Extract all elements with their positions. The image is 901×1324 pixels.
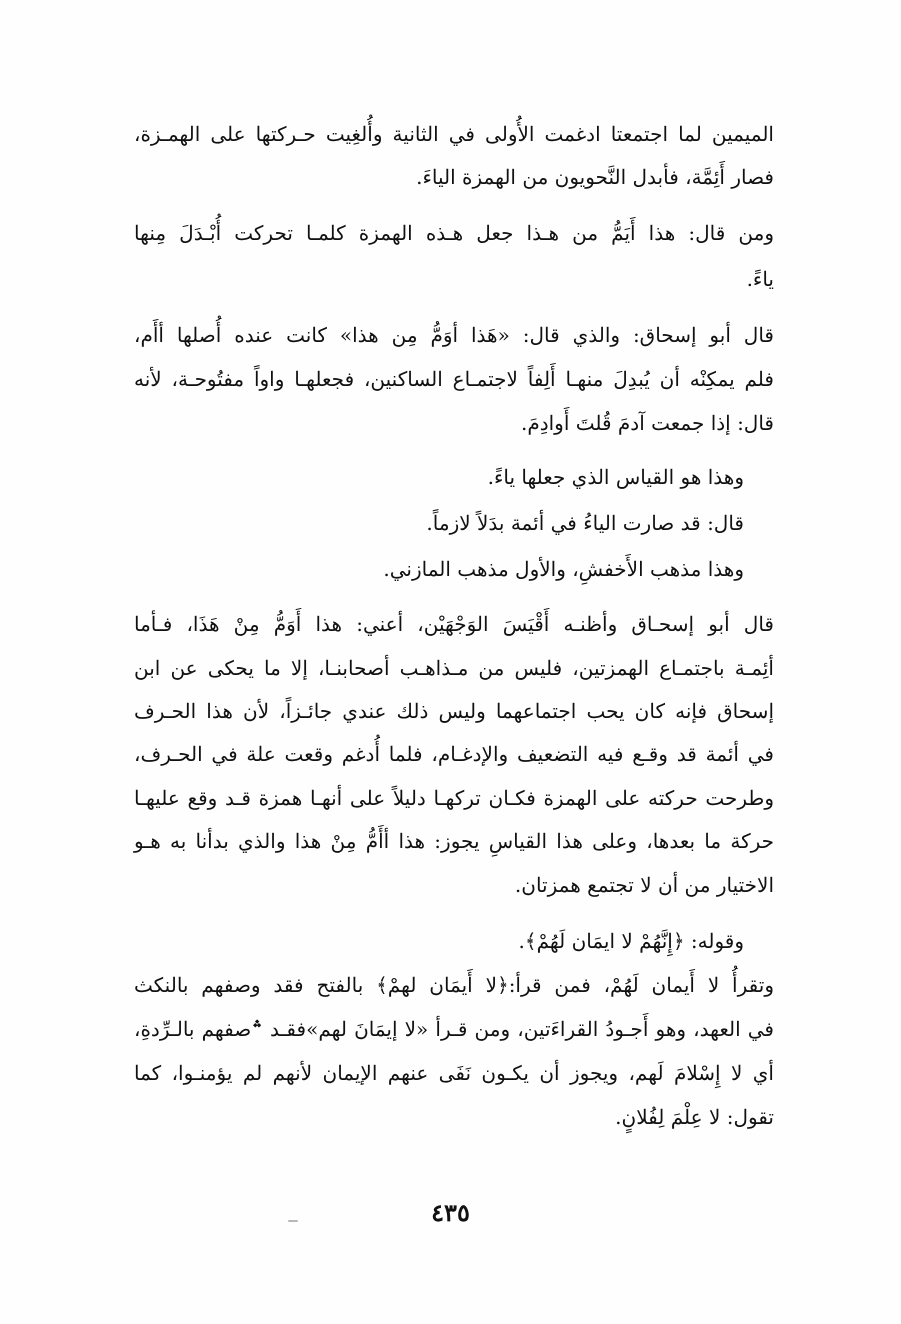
text-line: أي لا إِسْلامَ لَهم، ويجوز أن يكـون نَفَى عنهم الإيمان لأنهم لم يؤمنـوا، كما xyxy=(134,1061,774,1085)
text-line: إسحاق فإنه كان يحب اجتماعهما وليس ذلك عندي جائـزاً، لأن هذا الحـرف xyxy=(134,699,774,723)
text-line: أئِمـة باجتمـاع الهمزتين، فليس من مـذاهـب أصحابنـا، إلا ما يحكى عن ابن xyxy=(134,656,774,680)
text-line: قال: إذا جمعت آدمَ قُلتَ أَوادِمَ. xyxy=(520,411,774,435)
text-line: ياءً. xyxy=(746,267,774,291)
text-line: فصار أَئِمَّة، فأبدل النَّحويون من الهمزة الياءَ. xyxy=(416,165,774,189)
text-line: الميمين لما اجتمعتا ادغمت الأُولى في الثانية وأُلغِيت حـركتها على الهمـزة، xyxy=(134,122,774,146)
text-line: وتقرأُ لا أَيمان لَهُمْ، فمن قرأ:﴿لا أَيمَان لهمْ﴾ بالفتح فقد وصفهم بالنكث xyxy=(134,973,774,997)
page-number: ٤٣٥ xyxy=(431,1198,470,1227)
text-line: الاختيار من أن لا تجتمع همزتان. xyxy=(514,873,774,897)
text-line: وهذا هو القياس الذي جعلها ياءً. xyxy=(487,465,744,489)
text-line: قال: قد صارت الياءُ في أئمة بدَلاً لازماً. xyxy=(426,511,744,535)
text-line: قال أبو إسحـاق وأظنـه أَقْيَسَ الوَجْهَيْن، أعني: هذا أَوَمُّ مِنْ هَذَا، فـأما xyxy=(134,612,774,636)
text-line: قال أبو إسحاق: والذي قال: «هَذا أوَمُّ مِن هذا» كانت عنده أُصلها أأَم، xyxy=(134,323,774,347)
text-line: وهذا مذهب الأَخفشِ، والأول مذهب المازني. xyxy=(383,557,744,581)
text-line: في أئمة قد وقـع فيه التضعيف والإدغـام، فلما أُدغم وقعت علة في الحـرف، xyxy=(134,742,774,766)
text-line: وطرحت حركته على الهمزة فكـان تركهـا دليلاً على أنهـا همزة قـد وقع عليهـا xyxy=(134,786,774,810)
text-line: فلم يمكِنْه أن يُبدِلَ منهـا أَلِفاً لاجتمـاع الساكنين، فجعلهـا واواً مفتُوحـة، لأنه xyxy=(134,367,774,391)
scan-speck xyxy=(288,1220,298,1222)
text-line: حركة ما بعدها، وعلى هذا القياسِ يجوز: هذا أأَمُّ مِنْ هذا والذي بدأنا به هـو xyxy=(134,829,774,853)
text-line: وقوله: ﴿إِنَّهُمْ لا ايمَان لَهُمْ﴾. xyxy=(518,929,744,953)
text-line: ومن قال: هذا أَيَمُّ من هـذا جعل هـذه الهمزة كلمـا تحركت أُبْـدَلَ مِنها xyxy=(134,221,774,245)
text-line: تقول: لا عِلْمَ لِفُلانٍ. xyxy=(615,1105,774,1129)
text-line: في العهد، وهو أَجـودُ القراءَتين، ومن قـرأ «لا إيمَانَ لهم»فقـد ؞صفهم بالـرِّدةِ، xyxy=(134,1017,774,1041)
